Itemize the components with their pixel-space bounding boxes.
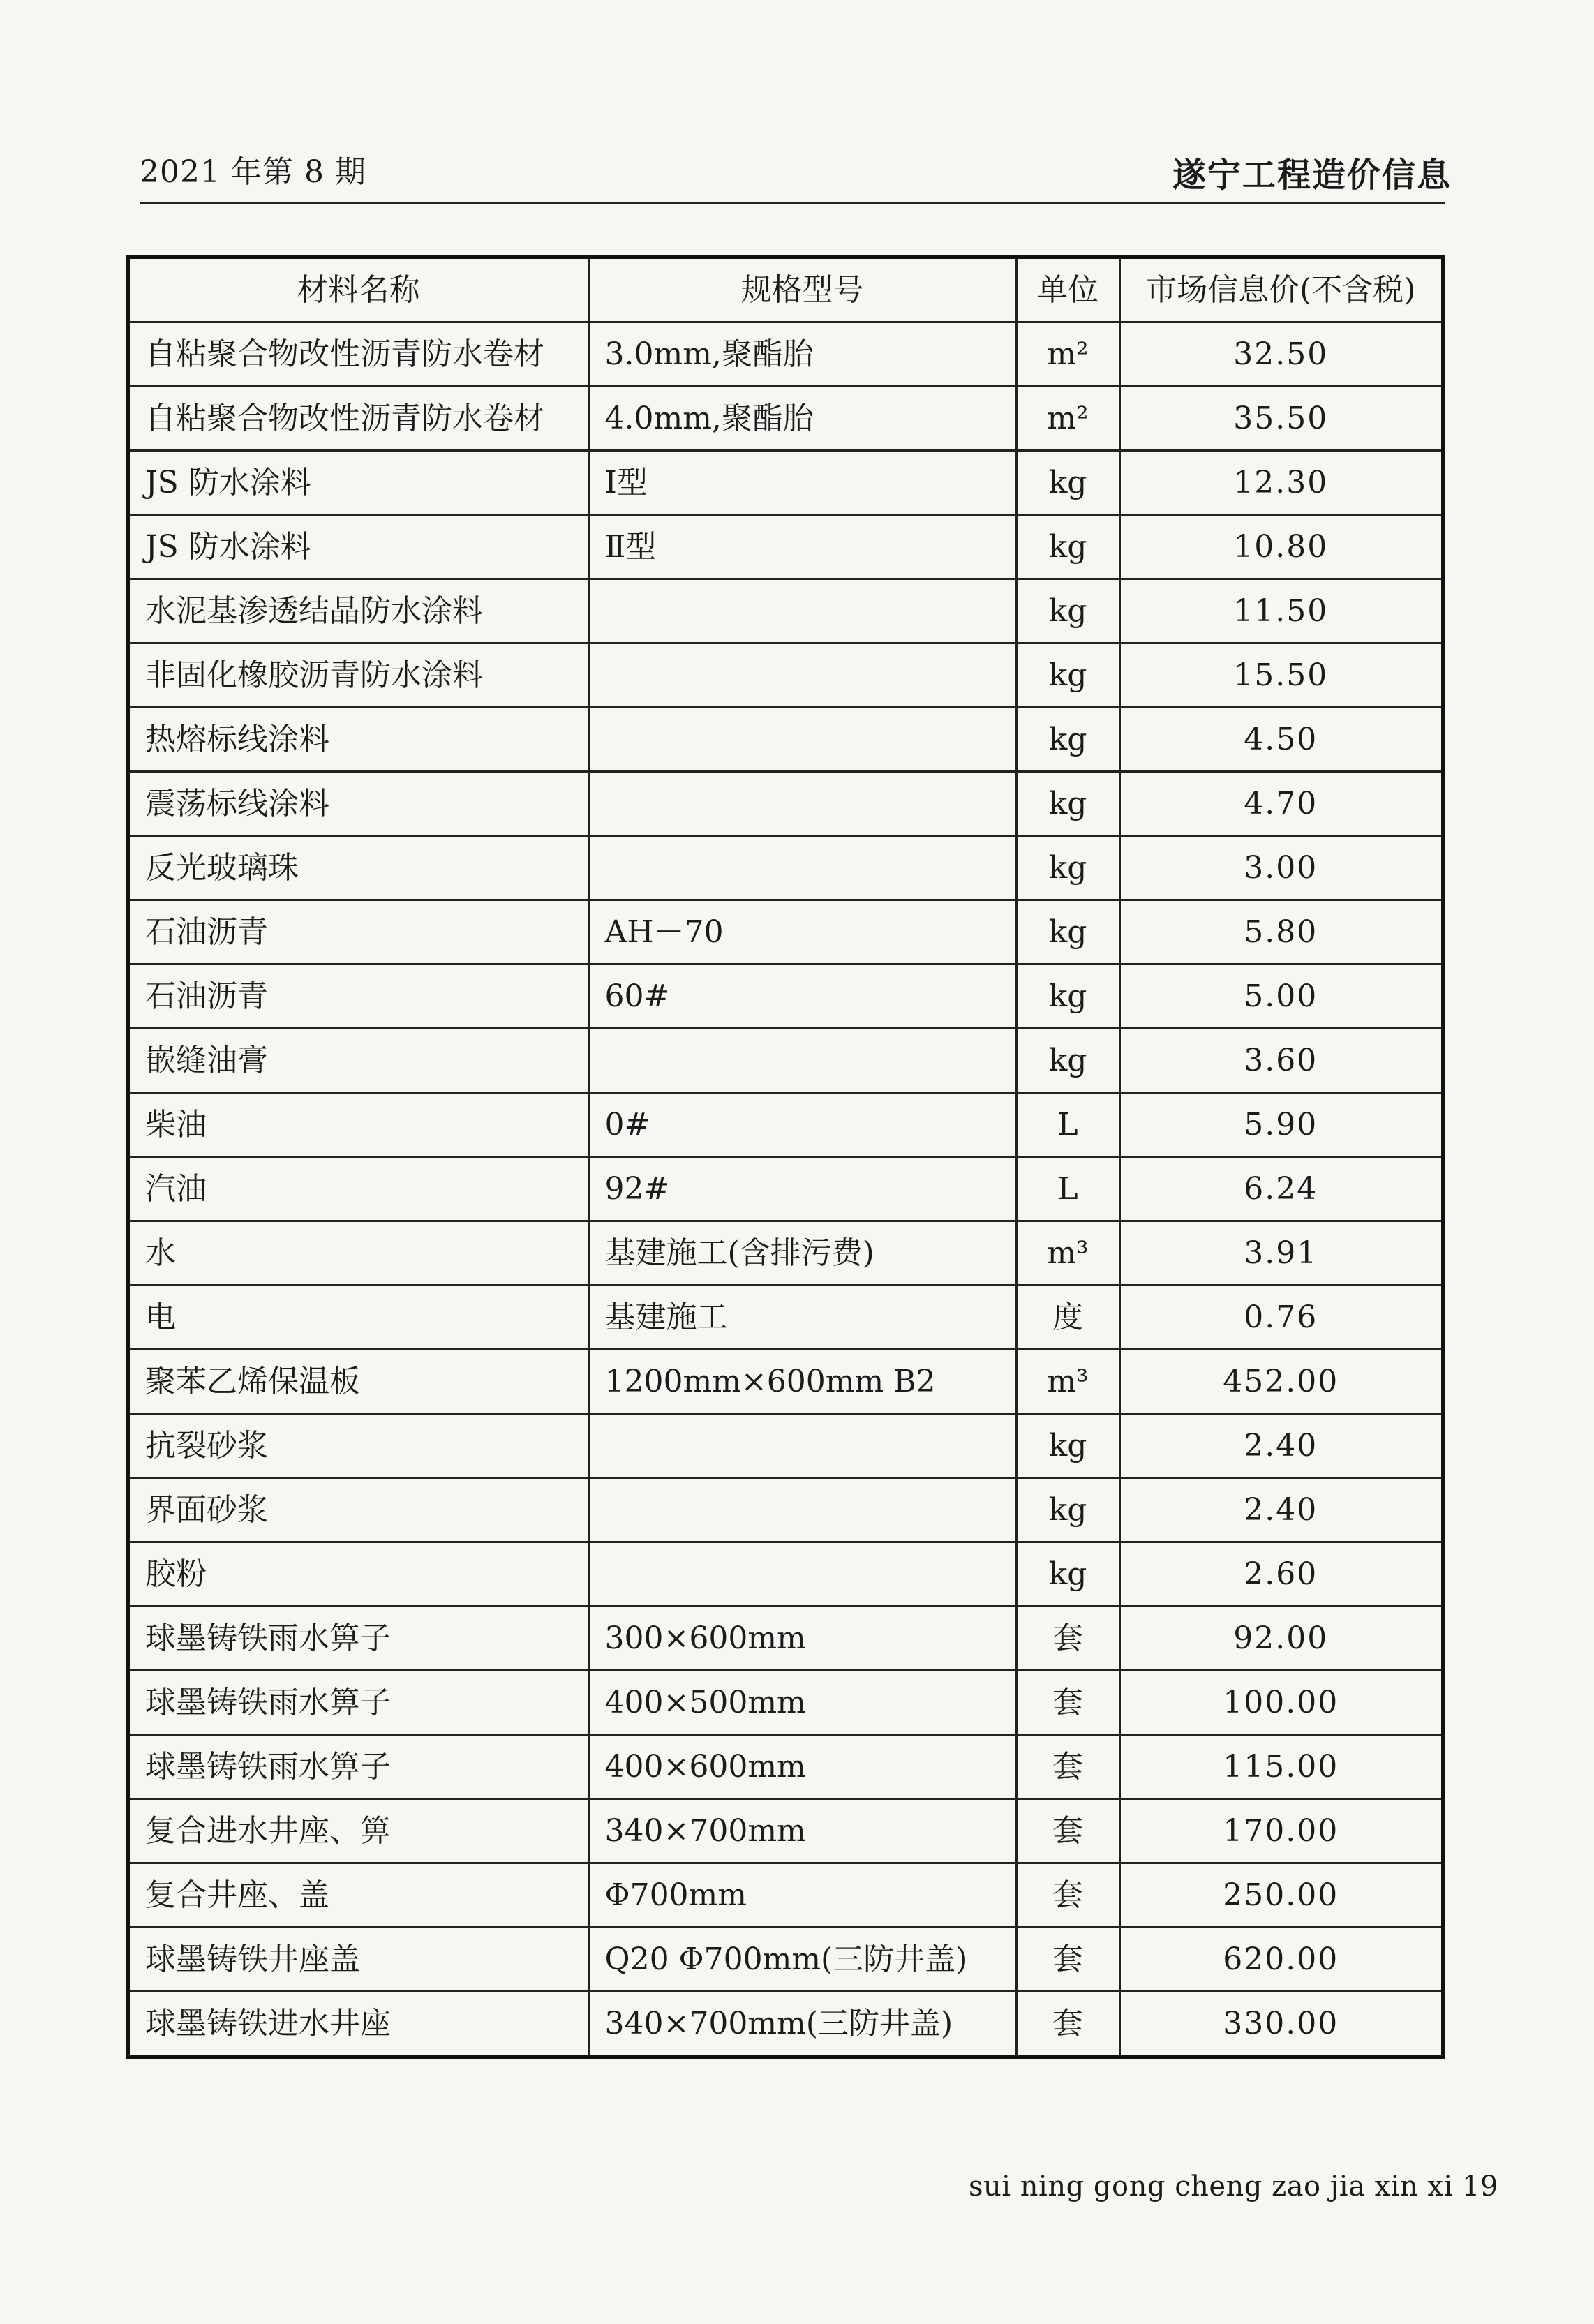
table-row	[128, 1992, 1443, 2057]
page-footer: sui ning gong cheng zao jia xin xi 19	[969, 2170, 1498, 2203]
cell-price: 92.00	[1119, 1607, 1443, 1671]
cell-name: 球墨铸铁雨水箅子	[128, 1607, 588, 1671]
cell-spec	[588, 1414, 1016, 1478]
cell-unit: kg	[1016, 1029, 1119, 1093]
cell-price: 170.00	[1119, 1799, 1443, 1863]
table-row	[128, 836, 1443, 900]
cell-unit: kg	[1016, 1478, 1119, 1542]
table-row	[128, 1157, 1443, 1221]
page-header	[140, 140, 1452, 202]
cell-price: 32.50	[1119, 322, 1443, 387]
table-row	[128, 451, 1443, 515]
table-row	[128, 1735, 1443, 1799]
cell-name: 石油沥青	[128, 964, 588, 1029]
cell-spec: 4.0mm,聚酯胎	[588, 387, 1016, 451]
cell-unit: kg	[1016, 964, 1119, 1029]
material-price-table	[126, 255, 1445, 2059]
cell-name: 自粘聚合物改性沥青防水卷材	[128, 322, 588, 387]
cell-unit: 套	[1016, 1607, 1119, 1671]
cell-name: 热熔标线涂料	[128, 708, 588, 772]
cell-spec: 340×700mm	[588, 1799, 1016, 1863]
table-row	[128, 1093, 1443, 1157]
table-row	[128, 1029, 1443, 1093]
cell-unit: kg	[1016, 708, 1119, 772]
cell-name: 汽油	[128, 1157, 588, 1221]
cell-price: 100.00	[1119, 1671, 1443, 1735]
cell-spec: 340×700mm(三防井盖)	[588, 1992, 1016, 2057]
cell-unit: 套	[1016, 1735, 1119, 1799]
cell-name: 水泥基渗透结晶防水涂料	[128, 579, 588, 643]
column-header-price: 市场信息价(不含税)	[1119, 257, 1443, 322]
cell-name: 反光玻璃珠	[128, 836, 588, 900]
cell-unit: kg	[1016, 836, 1119, 900]
cell-unit: kg	[1016, 1542, 1119, 1607]
cell-unit: kg	[1016, 1414, 1119, 1478]
header-divider	[140, 202, 1445, 204]
cell-spec: Ⅰ型	[588, 451, 1016, 515]
cell-unit: kg	[1016, 515, 1119, 579]
table-row	[128, 1863, 1443, 1928]
cell-price: 5.80	[1119, 900, 1443, 964]
cell-unit: kg	[1016, 772, 1119, 836]
table-row	[128, 322, 1443, 387]
table-row	[128, 1350, 1443, 1414]
cell-spec: Φ700mm	[588, 1863, 1016, 1928]
table-row	[128, 1799, 1443, 1863]
cell-unit: 套	[1016, 1671, 1119, 1735]
cell-spec	[588, 708, 1016, 772]
cell-price: 10.80	[1119, 515, 1443, 579]
cell-name: 球墨铸铁进水井座	[128, 1992, 588, 2057]
table-row	[128, 708, 1443, 772]
table-row	[128, 1414, 1443, 1478]
cell-price: 15.50	[1119, 643, 1443, 708]
cell-unit: 套	[1016, 1863, 1119, 1928]
cell-spec: 400×600mm	[588, 1735, 1016, 1799]
cell-name: 震荡标线涂料	[128, 772, 588, 836]
cell-spec: Ⅱ型	[588, 515, 1016, 579]
cell-name: JS 防水涂料	[128, 515, 588, 579]
cell-spec: Q20 Φ700mm(三防井盖)	[588, 1928, 1016, 1992]
publication-title: 遂宁工程造价信息	[1172, 156, 1452, 195]
table-row	[128, 387, 1443, 451]
cell-price: 11.50	[1119, 579, 1443, 643]
cell-spec	[588, 1478, 1016, 1542]
cell-price: 5.00	[1119, 964, 1443, 1029]
cell-unit: kg	[1016, 579, 1119, 643]
cell-spec	[588, 1542, 1016, 1607]
table-row	[128, 579, 1443, 643]
cell-name: 胶粉	[128, 1542, 588, 1607]
cell-unit: 套	[1016, 1799, 1119, 1863]
cell-price: 452.00	[1119, 1350, 1443, 1414]
cell-price: 3.91	[1119, 1221, 1443, 1286]
cell-unit: m²	[1016, 387, 1119, 451]
cell-spec	[588, 579, 1016, 643]
cell-name: 球墨铸铁雨水箅子	[128, 1671, 588, 1735]
table-row	[128, 1221, 1443, 1286]
cell-name: 聚苯乙烯保温板	[128, 1350, 588, 1414]
cell-name: 球墨铸铁雨水箅子	[128, 1735, 588, 1799]
cell-price: 4.70	[1119, 772, 1443, 836]
cell-unit: 套	[1016, 1928, 1119, 1992]
cell-spec	[588, 643, 1016, 708]
cell-price: 12.30	[1119, 451, 1443, 515]
table-row	[128, 1478, 1443, 1542]
cell-spec: 3.0mm,聚酯胎	[588, 322, 1016, 387]
cell-name: 柴油	[128, 1093, 588, 1157]
cell-price: 2.40	[1119, 1414, 1443, 1478]
cell-name: 抗裂砂浆	[128, 1414, 588, 1478]
table-row	[128, 1928, 1443, 1992]
price-table-container	[126, 255, 1441, 2059]
cell-price: 3.00	[1119, 836, 1443, 900]
cell-unit: m³	[1016, 1221, 1119, 1286]
column-header-spec: 规格型号	[588, 257, 1016, 322]
issue-label: 2021 年第 8 期	[140, 154, 366, 190]
cell-price: 35.50	[1119, 387, 1443, 451]
cell-name: 自粘聚合物改性沥青防水卷材	[128, 387, 588, 451]
cell-price: 115.00	[1119, 1735, 1443, 1799]
cell-unit: kg	[1016, 643, 1119, 708]
cell-spec: 基建施工	[588, 1286, 1016, 1350]
cell-spec: 基建施工(含排污费)	[588, 1221, 1016, 1286]
cell-price: 6.24	[1119, 1157, 1443, 1221]
cell-price: 2.60	[1119, 1542, 1443, 1607]
cell-name: 球墨铸铁井座盖	[128, 1928, 588, 1992]
table-body	[128, 322, 1443, 2057]
cell-price: 3.60	[1119, 1029, 1443, 1093]
table-row	[128, 772, 1443, 836]
cell-price: 0.76	[1119, 1286, 1443, 1350]
cell-unit: m³	[1016, 1350, 1119, 1414]
column-header-unit: 单位	[1016, 257, 1119, 322]
column-header-name: 材料名称	[128, 257, 588, 322]
table-row	[128, 900, 1443, 964]
cell-name: 界面砂浆	[128, 1478, 588, 1542]
cell-name: 嵌缝油膏	[128, 1029, 588, 1093]
table-row	[128, 515, 1443, 579]
cell-spec: 1200mm×600mm B2	[588, 1350, 1016, 1414]
cell-spec	[588, 1029, 1016, 1093]
table-row	[128, 1671, 1443, 1735]
cell-price: 4.50	[1119, 708, 1443, 772]
cell-spec: 60#	[588, 964, 1016, 1029]
cell-spec	[588, 772, 1016, 836]
cell-unit: 套	[1016, 1992, 1119, 2057]
cell-spec: 92#	[588, 1157, 1016, 1221]
cell-price: 5.90	[1119, 1093, 1443, 1157]
cell-name: 电	[128, 1286, 588, 1350]
cell-name: 石油沥青	[128, 900, 588, 964]
cell-unit: kg	[1016, 900, 1119, 964]
cell-spec: 300×600mm	[588, 1607, 1016, 1671]
cell-unit: m²	[1016, 322, 1119, 387]
cell-spec: AH－70	[588, 900, 1016, 964]
cell-name: JS 防水涂料	[128, 451, 588, 515]
cell-name: 非固化橡胶沥青防水涂料	[128, 643, 588, 708]
table-row	[128, 1542, 1443, 1607]
table-row	[128, 643, 1443, 708]
cell-name: 复合进水井座、箅	[128, 1799, 588, 1863]
cell-unit: kg	[1016, 451, 1119, 515]
cell-price: 250.00	[1119, 1863, 1443, 1928]
table-row	[128, 964, 1443, 1029]
cell-price: 620.00	[1119, 1928, 1443, 1992]
cell-name: 水	[128, 1221, 588, 1286]
table-row	[128, 1607, 1443, 1671]
table-row	[128, 1286, 1443, 1350]
cell-spec: 0#	[588, 1093, 1016, 1157]
cell-name: 复合井座、盖	[128, 1863, 588, 1928]
cell-price: 330.00	[1119, 1992, 1443, 2057]
table-header-row	[128, 257, 1443, 322]
cell-unit: 度	[1016, 1286, 1119, 1350]
cell-price: 2.40	[1119, 1478, 1443, 1542]
cell-unit: L	[1016, 1093, 1119, 1157]
cell-unit: L	[1016, 1157, 1119, 1221]
cell-spec	[588, 836, 1016, 900]
cell-spec: 400×500mm	[588, 1671, 1016, 1735]
